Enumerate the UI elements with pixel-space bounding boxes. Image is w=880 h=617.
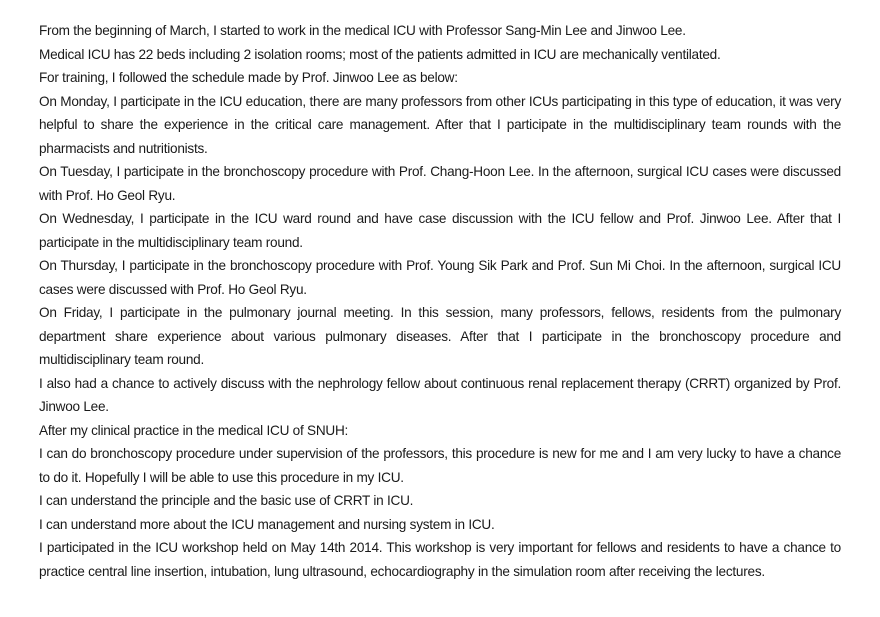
paragraph-monday: On Monday, I participate in the ICU education, there are many professors from other ICUs participating in this type of education, it was very helpful to share the experience in the critical care management. After that I participate in the multidisciplinary team rounds with the pharmacists and nutritionists. [39,93,841,156]
paragraph-friday: On Friday, I participate in the pulmonary journal meeting. In this session, many professors, fellows, residents from the pulmonary department share experience about various pulmonary diseases. After that I participate in the bronchoscopy procedure and multidisciplinary team round. [39,305,841,367]
paragraph-after-practice: After my clinical practice in the medical ICU of SNUH: [39,422,349,438]
paragraph-management-outcome: I can understand more about the ICU management and nursing system in ICU. [39,516,495,532]
paragraph-crrt-discussion: I also had a chance to actively discuss with the nephrology fellow about continuous renal replacement therapy (CRRT) organized by Prof. Jinwoo Lee. [39,375,841,414]
paragraph-tuesday: On Tuesday, I participate in the bronchoscopy procedure with Prof. Chang-Hoon Lee. In the afternoon, surgical ICU cases were discussed with Prof. Ho Geol Ryu. [39,164,841,203]
paragraph-thursday: On Thursday, I participate in the bronchoscopy procedure with Prof. Young Sik Park and Prof. Sun Mi Choi. In the afternoon, surgical ICU cases were discussed with Prof. Ho Geol Ryu. [39,258,841,297]
paragraph-icu-beds: Medical ICU has 22 beds including 2 isolation rooms; most of the patients admitted in ICU are mechanically ventilated. [39,46,721,62]
paragraph-schedule-intro: For training, I followed the schedule made by Prof. Jinwoo Lee as below: [39,70,458,85]
paragraph-crrt-outcome: I can understand the principle and the basic use of CRRT in ICU. [39,493,414,508]
paragraph-bronchoscopy-outcome: I can do bronchoscopy procedure under supervision of the professors, this procedure is new for me and I am very lucky to have a chance to do it. Hopefully I will be able to use this procedure in my ICU. [39,446,841,485]
paragraph-wednesday: On Wednesday, I participate in the ICU ward round and have case discussion with the ICU fellow and Prof. Jinwoo Lee. After that I participate in the multidisciplinary team round. [39,211,841,250]
document-body [39,19,841,583]
paragraph-intro: From the beginning of March, I started to work in the medical ICU with Professor Sang-Min Lee and Jinwoo Lee. [39,23,686,38]
paragraph-workshop: I participated in the ICU workshop held on May 14th 2014. This workshop is very important for fellows and residents to have a chance to practice central line insertion, intubation, lung ultrasound, echocardiography in the simulation room after receiving the lectures. [39,540,841,579]
